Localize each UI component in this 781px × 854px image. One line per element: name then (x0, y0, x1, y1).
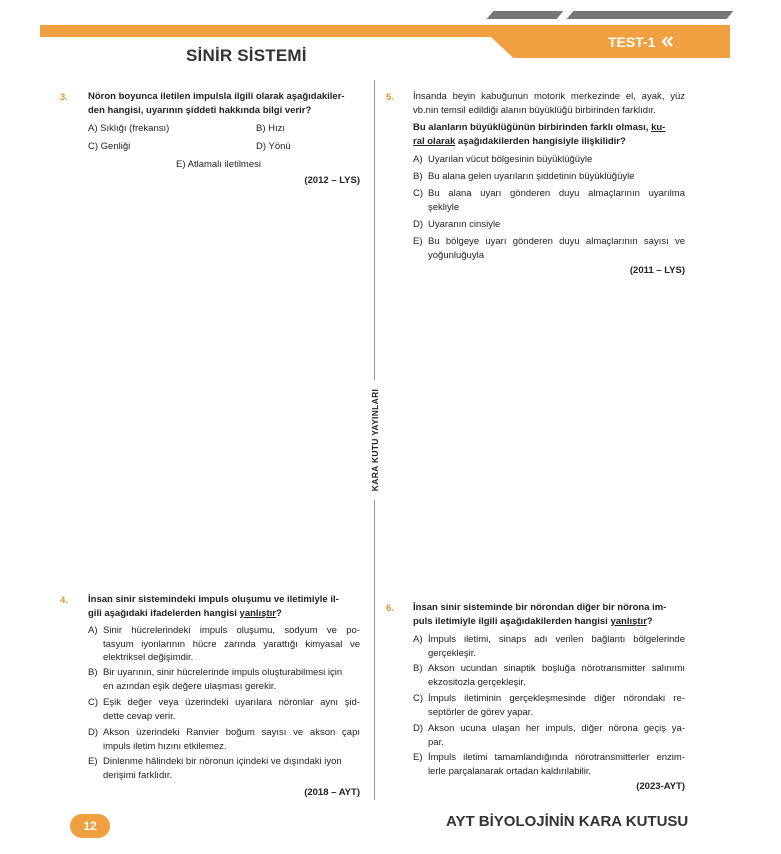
option-a: A) Sinir hücrelerindeki impuls oluşumu, sodyum ve po- tasyum iyonlarının hücre zarında yarattığı kimyasal ve elektriksel değişimdir. (88, 625, 360, 663)
option-b: B) Bir uyarının, sinir hücrelerinde impuls oluşturabilmesi için en azından eşik değere ulaşması gerekir. (88, 667, 343, 692)
question-number: 3. (60, 92, 68, 103)
option-c: C) Bu alana uyarı gönderen duyu almaçlarının uyarılma şekliyle (413, 188, 685, 213)
question-stem: İnsan sinir sisteminde bir nörondan diğer bir nörona im- puls iletimiyle ilgili aşağıdakilerden hangisi yanlıştır? (413, 602, 667, 627)
book-title: AYT BİYOLOJİNİN KARA KUTUSU (446, 813, 689, 830)
option-a: A) Sıklığı (frekansı) (88, 123, 170, 134)
option-a: A) İmpuls iletimi, sinaps adı verilen bağlantı bölgelerinde gerçekleşir. (413, 634, 685, 659)
question-stem: İnsan sinir sistemindeki impuls oluşumu ve iletimiyle il- gili aşağıdaki ifadelerden hangisi yanlıştır? (88, 594, 339, 619)
option-a: A) Uyarılan vücut bölgesinin büyüklüğüyle (413, 154, 593, 165)
test-tab (478, 25, 730, 58)
question-number: 4. (60, 595, 68, 606)
column-divider (374, 500, 375, 800)
option-c: C) İmpuls iletiminin gerçekleşmesinde diğer nörondaki re- septörler de görev yapar. (413, 693, 685, 718)
option-c: C) Genliği (88, 141, 131, 152)
question-stem: Bu alanların büyüklüğünün birbirinden farklı olması, ku- ral olarak aşağıdakilerden hangisiyle ilişkilidir? (413, 122, 666, 147)
option-c: C) Eşik değer veya üzerindeki uyarılara nöronlar aynı şid- dette cevap verir. (88, 697, 360, 722)
question-stem: Nöron boyunca iletilen impulsla ilgili olarak aşağıdakiler- den hangisi, uyarının şiddeti hakkında bilgi verir? (88, 91, 345, 116)
option-e: E) Bu bölgeye uyarı gönderen duyu almaçlarının sayısı ve yoğunluğuyla (413, 236, 685, 261)
option-d: D) Uyaranın cinsiyle (413, 219, 501, 230)
test-label: TEST-1 (608, 34, 673, 50)
option-b: B) Bu alana gelen uyarıların şiddetinin büyüklüğüyle (413, 171, 635, 182)
option-e: E) İmpuls iletimi tamamlandığında nörotransmitterler enzim- lerle parçalanarak ortadan kaldırılabilir. (413, 752, 685, 777)
double-chevron-left-icon (661, 34, 673, 50)
question-intro: İnsanda beyin kabuğunun motorik merkezinde el, ayak, yüz vb.nin temsil edildiği alanın büyüklüğü birbirinden farklıdır. (413, 91, 685, 116)
section-title: SİNİR SİSTEMİ (186, 46, 307, 65)
option-d: D) Akson üzerindeki Ranvier boğum sayısı ve akson çapı impuls iletim hızını etkilemez. (88, 727, 360, 752)
question-source: (2011 – LYS) (629, 265, 685, 276)
question-number: 6. (386, 603, 394, 614)
question-source: (2018 – AYT) (304, 787, 360, 798)
option-b: B) Hızı (256, 123, 286, 134)
column-divider (374, 80, 375, 380)
page-number: 12 (70, 814, 110, 838)
question-source: (2023-AYT) (636, 781, 685, 792)
header-stripe-decoration (487, 11, 564, 19)
option-e: E) Atlamalı iletilmesi (176, 159, 261, 170)
question-source: (2012 – LYS) (304, 175, 360, 186)
option-d: D) Akson ucuna ulaşan her impuls, diğer nörona geçiş ya- par. (413, 723, 685, 748)
option-b: B) Akson ucundan sinaptik boşluğa nörotransmitter salınımı ekzositozla gerçekleşir. (413, 663, 685, 688)
header-stripe-decoration (567, 11, 734, 19)
question-number: 5. (386, 92, 394, 103)
option-e: E) Dinlenme hâlindeki bir nöronun içindeki ve dışındaki iyon derişimi farklıdır. (88, 756, 342, 781)
option-d: D) Yönü (256, 141, 291, 152)
publisher-vertical-label: KARA KUTU YAYINLARI (370, 388, 380, 492)
